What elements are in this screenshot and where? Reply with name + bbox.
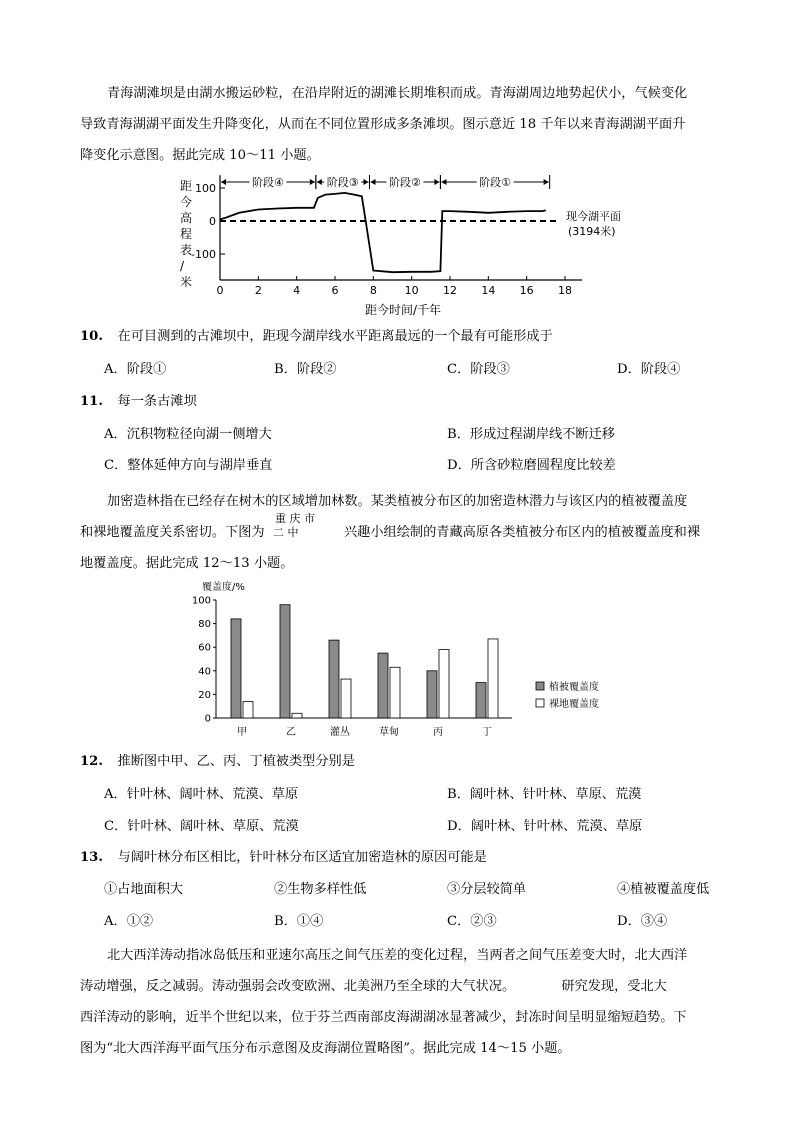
q13 [80,846,487,865]
q11-option-d: D．所含砂粒磨圆程度比较差 [447,458,616,473]
y-axis-label-char: 高 [180,211,193,225]
q12-option-b: B．阔叶林、针叶林、草原、荒漠 [447,787,642,802]
x-tick-label: 0 [216,284,224,297]
q12-number: 12. [80,754,103,769]
legend-swatch-bare [536,699,544,707]
bar-bare [390,667,400,718]
intro-line-1: 青海湖滩坝是由湖水搬运砂粒，在沿岸附近的湖滩长期堆积而成。青海湖周边地势起伏小，气候变化 [107,86,688,101]
y-axis-label-char: 距 [180,179,193,193]
legend-label-bare: 裸地覆盖度 [549,699,599,710]
stage-arrowhead [221,179,226,185]
q13-option-b: B．①④ [274,914,324,929]
x-tick-label: 16 [519,284,534,297]
y-axis-label-char: 表 [180,243,193,257]
q11-number: 11. [80,394,103,409]
x-axis-label: 距今时间/千年 [365,303,442,317]
stage-arrowhead [434,179,439,185]
q12 [80,750,355,769]
q11 [80,390,197,409]
y-tick-label: -100 [191,248,216,261]
q10 [80,325,553,344]
bar-bare [243,701,253,718]
intro2-line-2a: 和裸地覆盖度关系密切。下图为 [80,525,265,540]
y-tick-label: 40 [198,666,211,678]
q13-item-3: ③分层较简单 [447,882,527,897]
bar-vegetation [476,683,486,718]
legend-label-vegetation: 植被覆盖度 [549,682,599,693]
reference-label: 现今湖平面 [566,210,621,223]
coverage-bar-chart [180,578,640,743]
q10-number: 10. [80,329,103,344]
lake-level-chart [170,168,630,318]
q12-option-c: C．针叶林、阔叶林、草原、荒漠 [104,819,299,834]
q13-option-d: D．③④ [617,914,668,929]
stamp-text-top: 重 庆 市 [275,512,315,525]
bar-bare [488,639,498,718]
stage-arrowhead [310,179,315,185]
x-tick-label: 2 [254,284,262,297]
q11-option-b: B．形成过程湖岸线不断迁移 [447,427,615,442]
reference-value: (3194米) [568,225,616,238]
y-axis-label-char: 程 [180,227,193,241]
bar-bare [292,713,302,718]
stage-arrowhead [371,179,376,185]
legend-swatch-vegetation [536,682,544,690]
lake-level-series-line [220,193,546,272]
y-axis-label [180,179,192,289]
stage-label: 阶段③ [326,176,359,189]
y-tick-label: 80 [198,619,211,631]
x-tick-label: 10 [404,284,419,297]
intro-line-2: 导致青海湖湖平面发生升降变化，从而在不同位置形成多条滩坝。图示意近 18 千年以来青海湖湖平面升 [80,117,686,132]
q10-option-d: D．阶段④ [617,362,681,377]
q13-item-1: ①占地面积大 [104,882,184,897]
intro2-line-1: 加密造林指在已经存在树木的区域增加林数。某类植被分布区的加密造林潜力与该区内的植被覆盖度 [107,494,688,509]
q11-option-c: C．整体延伸方向与湖岸垂直 [104,458,273,473]
stage-arrowhead [364,179,369,185]
q13-stem: 与阔叶林分布区相比，针叶林分布区适宜加密造林的原因可能是 [117,850,487,865]
q12-option-d: D．阔叶林、针叶林、荒漠、草原 [447,819,643,834]
x-tick-label: 14 [481,284,496,297]
q13-item-2: ②生物多样性低 [274,882,367,897]
y-tick-label: 60 [198,642,211,654]
y-tick-label: 100 [195,182,216,195]
intro2-line-2b: 兴趣小组绘制的青藏高原各类植被分布区内的植被覆盖度和裸 [344,525,701,540]
stage-arrowhead [441,179,446,185]
q13-number: 13. [80,850,103,865]
q12-option-a: A．针叶林、阔叶林、荒漠、草原 [104,787,299,802]
x-category-label: 丁 [482,727,492,738]
y-axis-label-char: 今 [180,195,193,209]
x-category-label: 灌丛 [330,727,350,738]
x-category-label: 草甸 [379,727,399,738]
stage-label: 阶段① [479,176,511,189]
intro3-line-4: 图为“北大西洋海平面气压分布示意图及皮海湖位置略图”。据此完成 14～15 小题。 [80,1041,571,1056]
q11-option-a: A．沉积物粒径向湖一侧增大 [104,427,272,442]
q10-option-b: B．阶段② [274,362,337,377]
y-tick-label: 100 [191,595,211,607]
q13-option-a: A．①② [104,914,154,929]
q11-stem: 每一条古滩坝 [117,394,197,409]
bar-bare [439,650,449,718]
y-axis-label: 覆盖度/% [202,582,245,593]
bar-vegetation [231,619,241,718]
x-tick-label: 18 [558,284,572,297]
q13-item-4: ④植被覆盖度低 [617,882,710,897]
y-axis-label-char: 米 [180,275,193,289]
intro3-line-3: 西洋涛动的影响，近半个世纪以来，位于芬兰西南部皮海湖湖冰显著减少，封冻时间呈明显缩短趋势。下 [80,1010,687,1025]
bar-vegetation [329,640,339,718]
q13-option-c: C．②③ [447,914,497,929]
x-category-label: 甲 [237,727,247,738]
q10-option-a: A．阶段① [104,362,167,377]
q10-stem: 在可目测到的古滩坝中，距现今湖岸线水平距离最远的一个最有可能形成于 [117,329,553,344]
x-category-label: 乙 [286,727,296,738]
stamp-text-bottom: 二 中 [273,526,299,539]
x-tick-label: 4 [293,284,301,297]
q12-stem: 推断图中甲、乙、丙、丁植被类型分别是 [117,754,355,769]
q10-option-c: C．阶段③ [447,362,510,377]
stage-arrowhead [317,179,322,185]
x-tick-label: 6 [331,284,339,297]
intro-line-3: 降变化示意图。据此完成 10～11 小题。 [80,148,320,163]
stage-label: 阶段④ [251,176,284,189]
y-tick-label: 20 [198,689,211,701]
bar-vegetation [427,671,437,718]
y-tick-label: 0 [204,713,211,725]
y-tick-label: 0 [209,215,216,228]
intro3-line-2: 涛动增强，反之减弱。涛动强弱会改变欧洲、北美洲乃至全球的大气状况。 研究发现，受北大 [80,979,667,994]
intro3-line-1: 北大西洋涛动指冰岛低压和亚速尔高压之间气压差的变化过程，当两者之间气压差变大时，北大西洋 [107,948,688,963]
bar-vegetation [280,605,290,718]
y-axis-label-char: / [180,259,185,273]
x-tick-label: 12 [443,284,457,297]
stage-arrowhead [544,179,549,185]
x-tick-label: 8 [369,284,377,297]
intro2-line-3: 地覆盖度。据此完成 12～13 小题。 [80,556,294,571]
bar-vegetation [378,653,388,718]
stage-label: 阶段② [389,176,421,189]
bar-bare [341,679,351,718]
x-category-label: 丙 [433,727,443,738]
